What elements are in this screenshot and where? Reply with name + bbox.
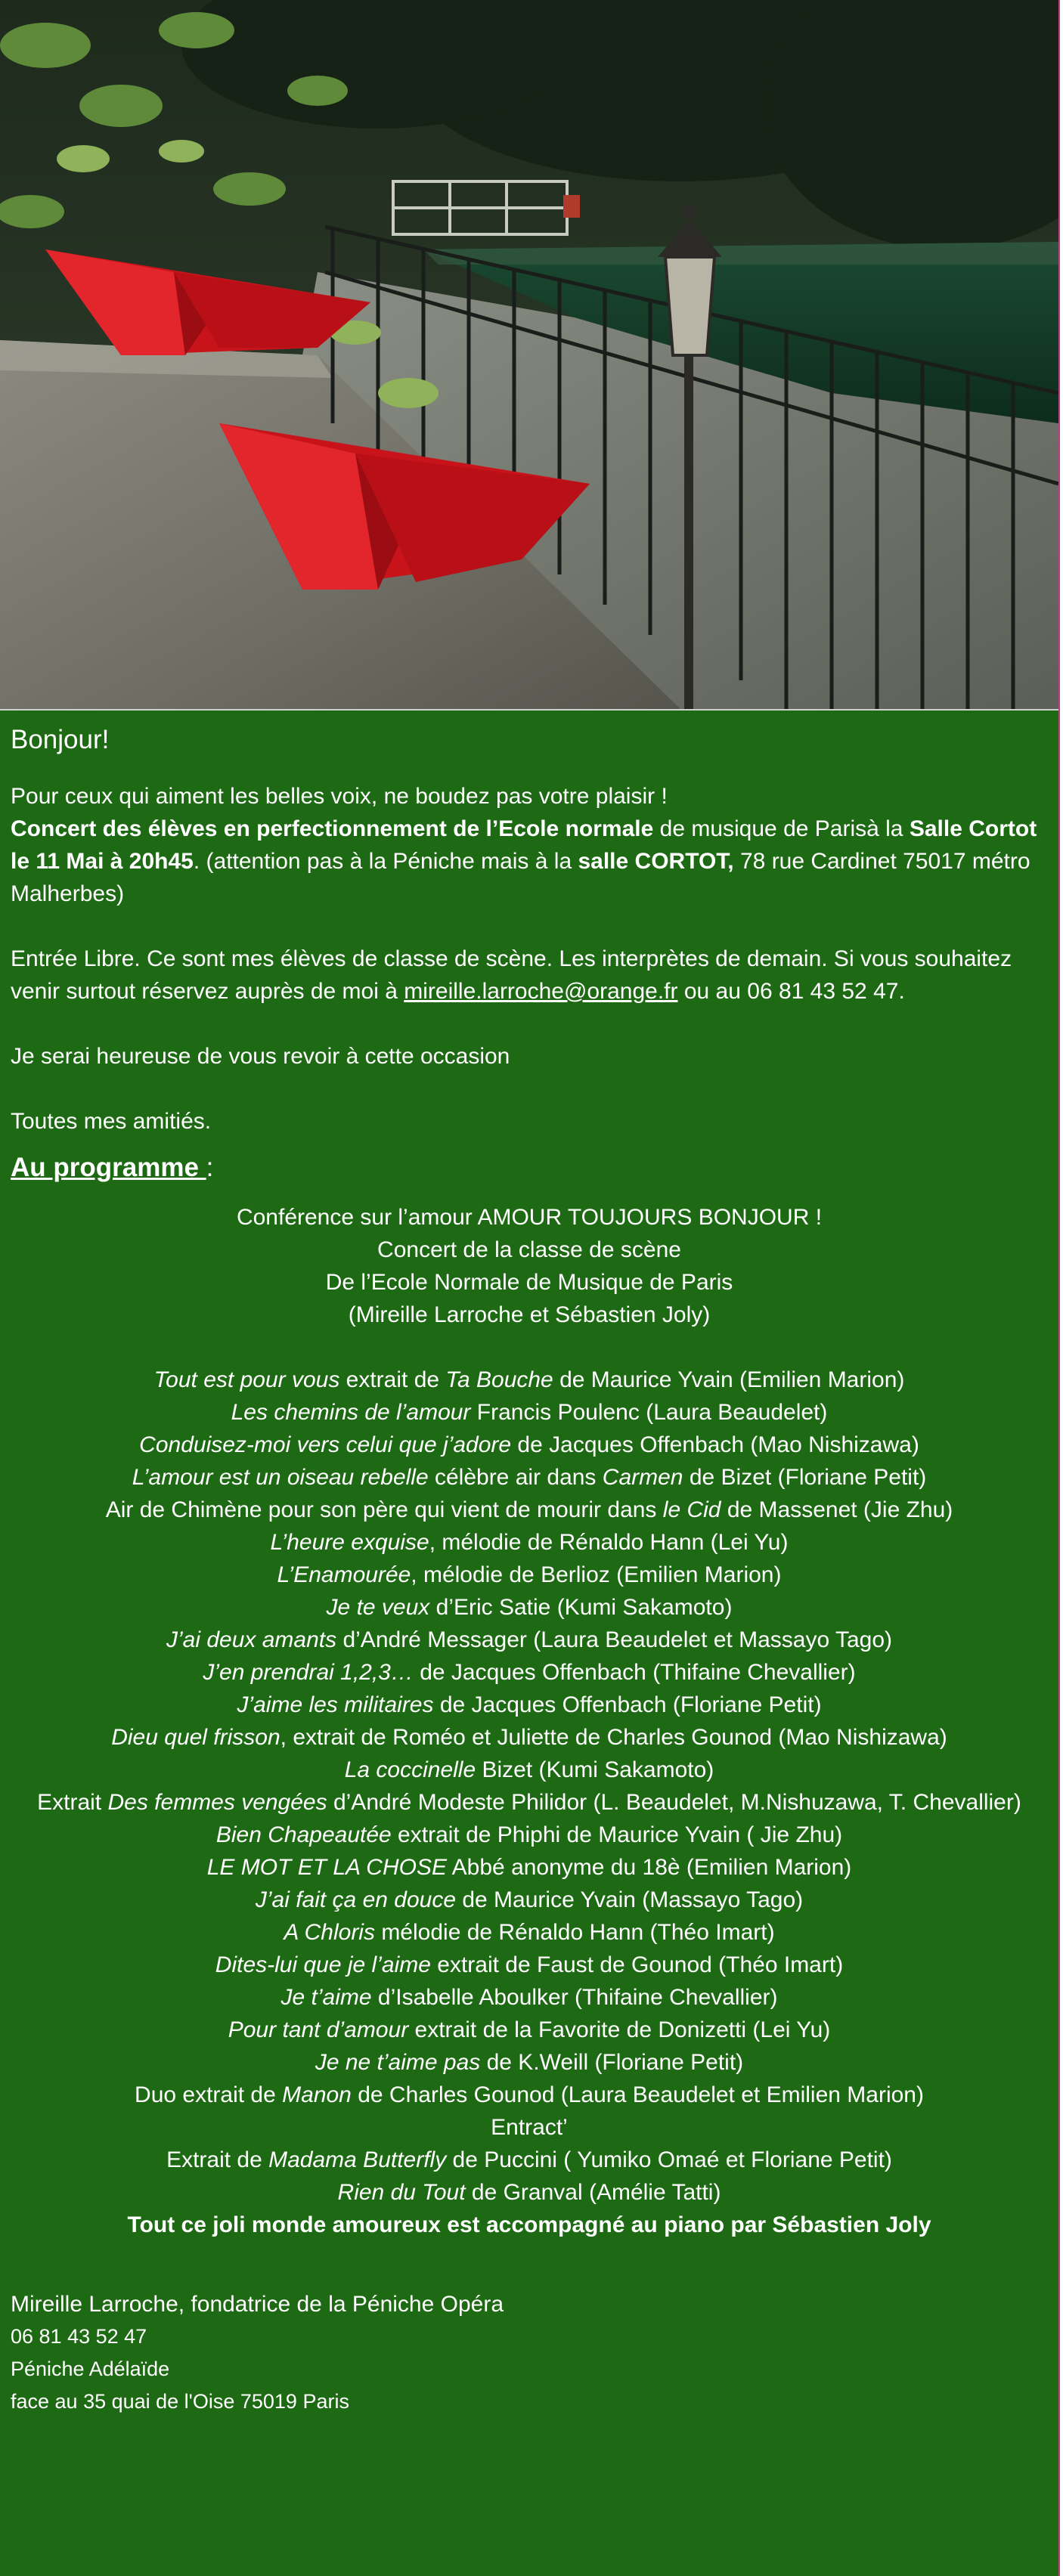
programme-heading: Au programme :: [11, 1153, 214, 1182]
programme-item: L’amour est un oiseau rebelle célèbre air dans Carmen de Bizet (Floriane Petit): [132, 1465, 927, 1490]
programme-item: Dites-lui que je l’aime extrait de Faust de Gounod (Théo Imart): [215, 1952, 844, 1977]
programme-item: L’Enamourée, mélodie de Berlioz (Emilien Marion): [277, 1562, 782, 1587]
programme-item: Extrait Des femmes vengées d’André Modeste Philidor (L. Beaudelet, M.Nishuzawa, T. Chevallier): [37, 1790, 1021, 1815]
programme-item: Dieu quel frisson, extrait de Roméo et Juliette de Charles Gounod (Mao Nishizawa): [111, 1725, 947, 1750]
conference-line: De l’Ecole Normale de Musique de Paris: [325, 1270, 733, 1295]
signature-boat: Péniche Adélaïde: [11, 2358, 170, 2380]
programme-item: Tout est pour vous extrait de Ta Bouche de Maurice Yvain (Emilien Marion): [153, 1367, 905, 1392]
intro-line: Pour ceux qui aiment les belles voix, ne boudez pas votre plaisir !: [11, 784, 668, 809]
programme-item: Je te veux d’Eric Satie (Kumi Sakamoto): [326, 1595, 733, 1620]
programme-item: Entract’: [491, 2115, 568, 2140]
programme-item: Les chemins de l’amour Francis Poulenc (Laura Beaudelet): [231, 1400, 828, 1425]
red-paper-boats-photo: [0, 0, 1058, 709]
conference-line: Concert de la classe de scène: [377, 1237, 681, 1262]
programme-item: A Chloris mélodie de Rénaldo Hann (Théo Imart): [284, 1920, 775, 1945]
email-link[interactable]: mireille.larroche@orange.fr: [404, 979, 678, 1004]
programme-item: J’ai deux amants d’André Messager (Laura Beaudelet et Massayo Tago): [166, 1627, 892, 1652]
conference-block: [11, 1201, 1048, 1331]
entree-libre: Entrée Libre. Ce sont mes élèves de classe de scène. Les interprètes de demain. Si vous souhaitez venir surtout réservez auprès de moi à mireille.larroche@orange.fr ou au 06 81 43 52 47.: [11, 946, 1012, 1004]
programme-item: Extrait de Madama Butterfly de Puccini ( Yumiko Omaé et Floriane Petit): [166, 2147, 892, 2172]
programme-item: Pour tant d’amour extrait de la Favorite de Donizetti (Lei Yu): [228, 2017, 831, 2042]
programme-item: LE MOT ET LA CHOSE Abbé anonyme du 18è (Emilien Marion): [206, 1855, 852, 1880]
programme-item: Air de Chimène pour son père qui vient de mourir dans le Cid de Massenet (Jie Zhu): [105, 1497, 953, 1522]
programme-item: J’ai fait ça en douce de Maurice Yvain (Massayo Tago): [255, 1887, 804, 1912]
programme-item: L’heure exquise, mélodie de Rénaldo Hann (Lei Yu): [270, 1530, 789, 1555]
programme-item: Conduisez-moi vers celui que j’adore de Jacques Offenbach (Mao Nishizawa): [139, 1432, 919, 1457]
programme-item: Je ne t’aime pas de K.Weill (Floriane Petit): [315, 2050, 744, 2075]
signature-name: Mireille Larroche, fondatrice de la Péniche Opéra: [11, 2292, 504, 2317]
signature-address: face au 35 quai de l'Oise 75019 Paris: [11, 2390, 349, 2413]
newsletter-body: [11, 724, 1048, 2418]
heureuse-text: Je serai heureuse de vous revoir à cette occasion: [11, 1044, 510, 1069]
programme-item: Bien Chapeautée extrait de Phiphi de Maurice Yvain ( Jie Zhu): [215, 1822, 843, 1847]
programme-item: Rien du Tout de Granval (Amélie Tatti): [337, 2180, 721, 2205]
programme-item: J’aime les militaires de Jacques Offenbach (Floriane Petit): [237, 1692, 822, 1717]
programme-list: [11, 1364, 1048, 2241]
amities-text: Toutes mes amitiés.: [11, 1109, 212, 1134]
signature-block: [11, 2288, 1048, 2418]
programme-item: Je t’aime d’Isabelle Aboulker (Thifaine Chevallier): [280, 1985, 778, 2010]
greeting: Bonjour!: [11, 725, 110, 754]
conference-line: Conférence sur l’amour AMOUR TOUJOURS BONJOUR !: [236, 1205, 823, 1230]
programme-item: Duo extrait de Manon de Charles Gounod (Laura Beaudelet et Emilien Marion): [135, 2082, 924, 2107]
programme-item: La coccinelle Bizet (Kumi Sakamoto): [344, 1757, 714, 1782]
conference-line: (Mireille Larroche et Sébastien Joly): [348, 1302, 711, 1327]
piano-credit: Tout ce joli monde amoureux est accompagné au piano par Sébastien Joly: [127, 2212, 931, 2237]
signature-phone: 06 81 43 52 47: [11, 2325, 147, 2348]
concert-announcement: Concert des élèves en perfectionnement de l’Ecole normale de musique de Parisà la Salle Cortot le 11 Mai à 20h45. (attention pas à la Péniche mais à la salle CORTOT, 78 rue Cardinet 75017 métro Malherbes): [11, 816, 1037, 906]
hero-photo: [0, 0, 1058, 711]
programme-item: J’en prendrai 1,2,3… de Jacques Offenbach (Thifaine Chevallier): [203, 1660, 856, 1685]
